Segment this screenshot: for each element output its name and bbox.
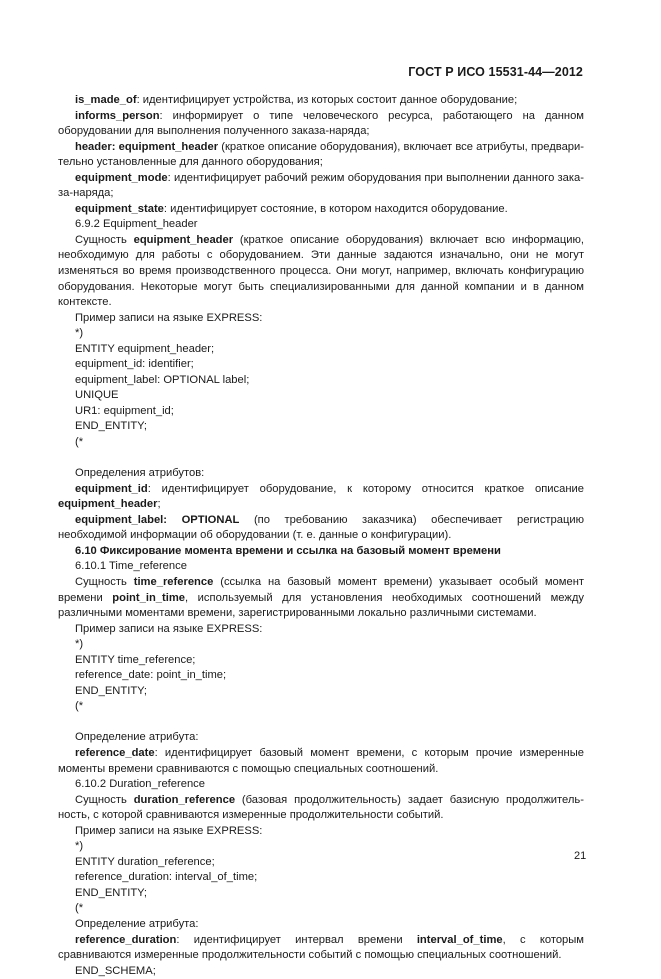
text: (базовая продолжительность) задает базисную продолжительность, с которой сравниваются измеренные продолжительности событий. <box>58 793 585 822</box>
term: informs_person <box>75 109 160 122</box>
separator: : <box>163 513 182 526</box>
term: equipment_header <box>58 498 158 511</box>
attr-header <box>58 140 584 171</box>
definition: : идентифицирует оборудование, к которому относится краткое описание <box>147 482 584 495</box>
document-body <box>58 93 587 979</box>
code-line: (* <box>75 700 84 713</box>
code-line: reference_date: point_in_time; <box>75 669 227 682</box>
section-heading-6-9-2: 6.9.2 Equipment_header <box>75 218 198 231</box>
text: Сущность <box>75 575 134 588</box>
term: reference_duration <box>75 933 177 946</box>
def-equipment-label <box>58 513 584 544</box>
code-line: reference_duration: interval_of_time; <box>75 871 258 884</box>
term: reference_date <box>75 746 155 759</box>
term: equipment_header <box>133 233 234 246</box>
code-line: equipment_id: identifier; <box>75 358 194 371</box>
term: equipment_header <box>118 140 219 153</box>
section-heading-6-10: 6.10 Фиксирование момента времени и ссылка на базовый момент времени <box>75 544 501 557</box>
attr-equipment-state <box>58 202 584 218</box>
code-line: END_ENTITY; <box>75 886 148 899</box>
code-line: END_ENTITY; <box>75 420 148 433</box>
code-line-end-schema: END_SCHEMA; <box>75 964 156 977</box>
example-label: Пример записи на языке EXPRESS: <box>75 824 263 837</box>
section-heading-6-10-1: 6.10.1 Time_reference <box>75 560 187 573</box>
document-header: ГОСТ Р ИСО 15531-44—2012 <box>408 65 583 79</box>
term: equipment_mode <box>75 171 168 184</box>
text: (ссылка на базовый момент времени) указывает особый момент времени <box>58 575 584 604</box>
term: equipment_label <box>75 513 164 526</box>
term: header <box>75 140 112 153</box>
term: equipment_id <box>75 482 148 495</box>
definitions-title: Определения атрибутов: <box>75 467 205 480</box>
example-label: Пример записи на языке EXPRESS: <box>75 311 263 324</box>
definition: : идентифицирует базовый момент времени, с которым прочие измеренные моменты времени сравниваются с помощью специальных соотношений. <box>58 746 584 775</box>
text: ; <box>157 498 161 511</box>
paragraph <box>58 793 584 824</box>
definition: : идентифицирует интервал времени <box>176 933 417 946</box>
definition: : идентифицирует рабочий режим оборудования при выполнении данного заказа-наряда; <box>58 171 584 200</box>
example-label: Пример записи на языке EXPRESS: <box>75 622 263 635</box>
term: time_reference <box>133 575 214 588</box>
definition: : идентифицирует состояние, в котором находится оборудование. <box>163 202 508 215</box>
spacer <box>58 451 584 467</box>
section-heading-6-10-2: 6.10.2 Duration_reference <box>75 778 205 791</box>
code-line: UNIQUE <box>75 389 119 402</box>
text: (краткое описание оборудования) включает всю информацию, необходимую для работы с оборудованием. Эти данные задаются изначально, они не могут изменяться во время производственного процесса. Они могут, например, включать конфигурацию оборудования. Некоторые могут быть специализированными для данной компании и в данном контексте. <box>58 233 585 309</box>
code-line: UR1: equipment_id; <box>75 404 174 417</box>
code-line: equipment_label: OPTIONAL label; <box>75 373 250 386</box>
code-line: ENTITY duration_reference; <box>75 855 215 868</box>
code-line: ENTITY equipment_header; <box>75 342 215 355</box>
code-line: (* <box>75 902 84 915</box>
page-number: 21 <box>574 850 587 862</box>
code-line: *) <box>75 638 84 651</box>
separator: : <box>111 140 119 153</box>
def-equipment-id <box>58 482 584 513</box>
def-reference-date <box>58 746 584 777</box>
term: duration_reference <box>133 793 236 806</box>
term: point_in_time <box>112 591 186 604</box>
attr-is-made-of <box>58 93 584 109</box>
definition: , с которым сравниваются измеренные продолжительности событий с помощью специальных соотношений. <box>58 933 584 962</box>
definition: (краткое описание оборудования), включает все атрибуты, предварительно установленные для данного оборудования; <box>58 140 584 169</box>
term: is_made_of <box>75 94 137 106</box>
attr-informs-person <box>58 109 584 140</box>
text: Сущность <box>75 233 134 246</box>
attr-equipment-mode <box>58 171 584 202</box>
definition-title: Определение атрибута: <box>75 731 199 744</box>
code-line: *) <box>75 327 84 340</box>
code-line: (* <box>75 436 84 449</box>
def-reference-duration <box>58 933 584 964</box>
code-line: END_ENTITY; <box>75 684 148 697</box>
code-line: ENTITY time_reference; <box>75 653 196 666</box>
text: , используемый для установления необходимых соотношений между различными моментами времени, зарегистрированными локально различными системами. <box>58 591 584 620</box>
paragraph <box>58 575 584 622</box>
term: equipment_state <box>75 202 164 215</box>
definition: (по требованию заказчика) обеспечивает регистрацию необходимой информации об оборудовании (т. е. данные о конфигурации). <box>58 513 584 542</box>
term: OPTIONAL <box>181 513 240 526</box>
definition-title: Определение атрибута: <box>75 917 199 930</box>
spacer <box>58 715 584 731</box>
term: interval_of_time <box>416 933 503 946</box>
text: Сущность <box>75 793 134 806</box>
definition: : информирует о типе человеческого ресурса, работающего на данном оборудовании для выполнения полученного заказа-наряда; <box>58 109 584 138</box>
paragraph <box>58 233 584 311</box>
code-line: *) <box>75 840 84 853</box>
definition: : идентифицирует устройства, из которых состоит данное оборудование; <box>136 94 518 106</box>
